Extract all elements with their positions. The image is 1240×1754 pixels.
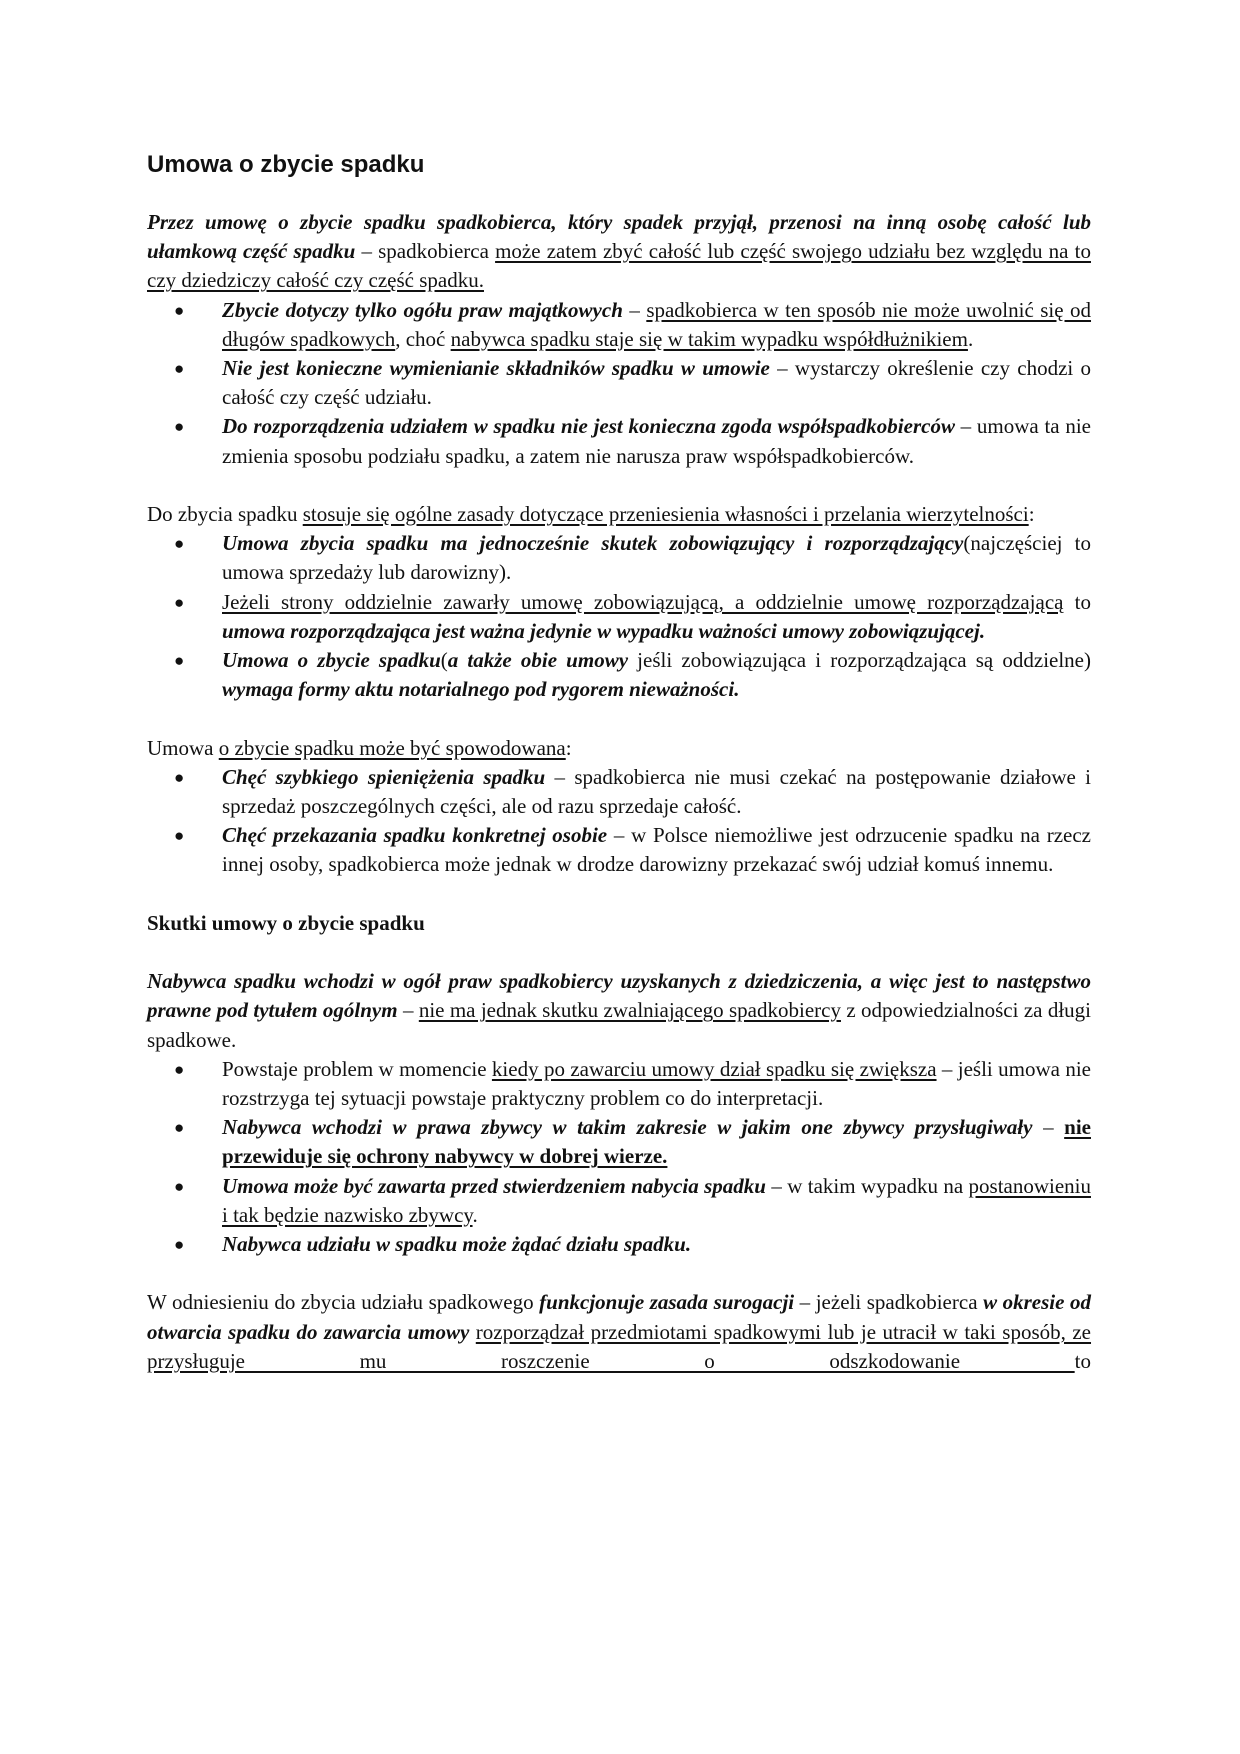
text-run: Jeżeli strony oddzielnie zawarły umowę zobowiązującą, a oddzielnie umowę rozporządzającą	[222, 589, 1064, 614]
bullet-icon: ●	[174, 1235, 185, 1255]
document-page	[147, 150, 1091, 1376]
paragraph	[147, 734, 1091, 763]
document-title: Umowa o zbycie spadku	[147, 151, 425, 178]
blank-line	[147, 938, 1091, 967]
text-run: Nabywca spadku wchodzi w ogół praw spadkobiercy uzyskanych z dziedziczenia, a więc jest to następstwo prawne pod tytułem ogólnym	[147, 969, 1091, 1023]
text-run: Nabywca wchodzi w prawa zbywcy w takim zakresie w jakim one zbywcy przysługiwały	[222, 1115, 1033, 1140]
bullet-list	[147, 296, 1091, 471]
text-run: stosuje się ogólne zasady dotyczące przeniesienia własności i przelania wierzytelności	[302, 502, 1029, 527]
list-item	[174, 529, 1091, 587]
text-run: Umowa może być zawarta przed stwierdzeniem nabycia spadku	[222, 1173, 766, 1198]
list-item	[174, 588, 1091, 646]
text-run: .	[472, 1202, 478, 1227]
bullet-icon: ●	[174, 1118, 185, 1138]
bullet-icon: ●	[174, 767, 185, 787]
text-run: nie ma jednak skutku zwalniającego spadkobiercy	[418, 998, 841, 1023]
text-run: nie przewiduje się ochrony nabywcy w dobrej wierze.	[222, 1115, 1091, 1169]
bullet-icon: ●	[174, 359, 185, 379]
bullet-list	[147, 1055, 1091, 1259]
bullet-icon: ●	[174, 1176, 185, 1196]
text-run: (najczęściej to umowa sprzedaży lub darowizny).	[222, 531, 1091, 585]
blank-line	[147, 1259, 1091, 1288]
text-run: Przez umowę o zbycie spadku spadkobierca, który spadek przyjął, przenosi na inną osobę całość lub ułamkową część spadku	[147, 210, 1091, 264]
text-run: –	[622, 297, 647, 322]
text-run: Chęć szybkiego spieniężenia spadku	[222, 764, 546, 789]
text-run: w okresie od otwarcia spadku do zawarcia umowy	[147, 1290, 1092, 1344]
list-item	[174, 1230, 1091, 1259]
bullet-icon: ●	[174, 1059, 185, 1079]
text-run: może zatem zbyć całość lub część swojego udziału bez względu na to czy dziedziczy całość czy część spadku.	[147, 239, 1091, 293]
text-run: kiedy po zawarciu umowy dział spadku się zwiększa	[491, 1056, 937, 1081]
text-run: Nabywca udziału w spadku może żądać działu spadku.	[222, 1232, 692, 1257]
list-item	[174, 412, 1091, 470]
text-run: W odniesieniu do zbycia udziału spadkowego	[147, 1290, 540, 1315]
list-item	[174, 763, 1092, 821]
text-run: to	[1063, 589, 1091, 614]
text-run: .	[967, 326, 974, 351]
text-run: funkcjonuje zasada surogacji	[539, 1290, 795, 1315]
blank-line	[147, 704, 1091, 733]
text-run: wymaga formy aktu notarialnego pod rygorem nieważności.	[222, 677, 740, 702]
bullet-icon: ●	[174, 417, 185, 437]
text-run: –	[397, 998, 419, 1023]
text-run: – wystarczy określenie czy chodzi o całość czy część udziału.	[222, 356, 1091, 410]
list-item	[174, 354, 1091, 412]
list-item	[174, 1113, 1091, 1171]
text-run: to	[1074, 1348, 1091, 1373]
text-run: – jeżeli spadkobierca	[794, 1290, 984, 1315]
list-item	[174, 821, 1092, 879]
list-item	[174, 646, 1091, 704]
bullet-list	[147, 529, 1091, 704]
text-run: Umowa	[147, 735, 219, 760]
blank-line	[147, 471, 1091, 500]
bullet-icon: ●	[174, 300, 185, 320]
text-run: a także obie umowy	[447, 648, 629, 673]
text-run: Umowa zbycia spadku ma jednocześnie skutek zobowiązujący i rozporządzający	[222, 531, 964, 556]
text-run: umowa rozporządzająca jest ważna jedynie w wypadku ważności umowy zobowiązującej.	[222, 618, 986, 643]
text-run: Do zbycia spadku	[147, 502, 303, 527]
list-item	[174, 1055, 1091, 1113]
text-run: Powstaje problem w momencie	[222, 1056, 492, 1081]
text-run: –	[1032, 1115, 1065, 1140]
text-run: o zbycie spadku może być spowodowana	[218, 735, 566, 760]
text-run: Do rozporządzenia udziałem w spadku nie jest konieczna zgoda współspadkobierców	[222, 414, 955, 439]
text-run: Nie jest konieczne wymienianie składników spadku w umowie	[222, 356, 770, 381]
paragraph	[147, 208, 1091, 296]
text-run: jeśli zobowiązująca i rozporządzająca są oddzielne)	[628, 648, 1091, 673]
text-run: postanowieniu i tak będzie nazwisko zbywcy	[222, 1173, 1091, 1227]
text-run: (	[440, 648, 448, 673]
text-run: , choć	[395, 326, 451, 351]
text-run: spadkobierca w ten sposób nie może uwolnić się od długów spadkowych	[222, 297, 1092, 351]
text-run: – spadkobierca	[355, 239, 496, 264]
bullet-icon: ●	[174, 826, 185, 846]
text-run: rozporządzał przedmiotami spadkowymi lub je utracił w taki sposób, ze przysługuje mu roszczenie o odszkodowanie	[147, 1319, 1092, 1373]
document-body	[147, 208, 1091, 1376]
paragraph	[147, 1288, 1091, 1376]
text-run: :	[1028, 502, 1035, 527]
section-heading: Skutki umowy o zbycie spadku	[147, 910, 425, 935]
text-run: Chęć przekazania spadku konkretnej osobie	[222, 823, 608, 848]
text-run: – w takim wypadku na	[765, 1173, 969, 1198]
text-run: z odpowiedzialności za długi spadkowe.	[147, 998, 1091, 1052]
bullet-icon: ●	[174, 534, 185, 554]
bullet-list	[147, 763, 1091, 880]
list-item	[174, 296, 1092, 354]
text-run: – spadkobierca nie musi czekać na postępowanie działowe i sprzedaż poszczególnych części, ale od razu sprzedaje całość.	[222, 764, 1092, 819]
bullet-icon: ●	[174, 592, 185, 612]
text-run: Zbycie dotyczy tylko ogółu praw majątkowych	[222, 297, 623, 322]
text-run: – w Polsce niemożliwe jest odrzucenie spadku na rzecz innej osoby, spadkobierca może jednak w drodze darowizny przekazać swój udział komuś innemu.	[222, 823, 1092, 877]
bullet-icon: ●	[174, 651, 185, 671]
text-run: Umowa o zbycie spadku	[222, 648, 441, 673]
paragraph	[147, 500, 1091, 529]
list-item	[174, 1172, 1091, 1230]
text-run: :	[565, 735, 572, 760]
blank-line	[147, 880, 1091, 909]
text-run: – umowa ta nie zmienia sposobu podziału spadku, a zatem nie narusza praw współspadkobierców.	[222, 414, 1091, 468]
text-run: nabywca spadku staje się w takim wypadku współdłużnikiem	[450, 326, 968, 351]
text-run: – jeśli umowa nie rozstrzyga tej sytuacji powstaje praktyczny problem co do interpretacji.	[222, 1056, 1091, 1111]
paragraph	[147, 967, 1091, 1055]
